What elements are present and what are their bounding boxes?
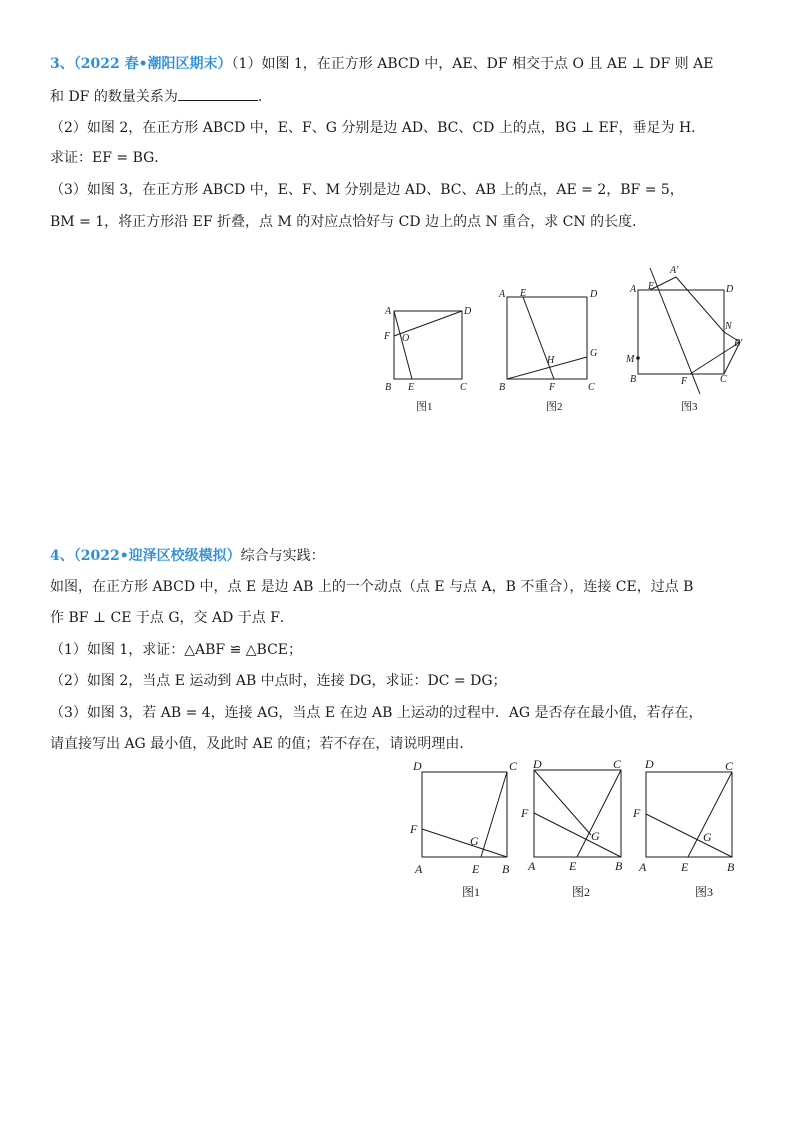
p4-fig2-label-d: D bbox=[533, 757, 542, 771]
p3-fig2-label-a: A bbox=[499, 289, 506, 300]
p3-fig2-label-h: H bbox=[547, 355, 555, 366]
p3-fig3-label-d: D bbox=[726, 284, 734, 295]
p3-fig3-label-n: N bbox=[725, 321, 732, 332]
p4-fig3-line-bf bbox=[646, 814, 732, 857]
p4-fig2-caption: 图2 bbox=[572, 885, 591, 899]
p3-fig1-label-e: E bbox=[408, 382, 415, 393]
p3-fig1-square bbox=[394, 311, 462, 379]
p3-fig3-label-c: C bbox=[720, 374, 727, 385]
p4-title-tail: 综合与实践： bbox=[240, 548, 325, 564]
p3-fig1-label-c: C bbox=[460, 382, 467, 393]
p4-fig1-label-b: B bbox=[502, 862, 510, 876]
p3-fig1-caption: 图1 bbox=[416, 401, 433, 413]
p4-line-1: 如图，在正方形 ABCD 中，点 E 是边 AB 上的一个动点（点 E 与点 A，B 不重合），连接 CE，过点 B bbox=[50, 579, 694, 595]
p3-text-2a: 和 DF 的数量关系为 bbox=[50, 89, 178, 105]
p4-fig1-label-f: F bbox=[410, 822, 418, 836]
p3-fig2-label-f: F bbox=[549, 382, 556, 393]
p3-fig2-line-ef bbox=[523, 297, 554, 379]
p3-fig3-fold-line bbox=[650, 268, 700, 394]
p3-fig3-label-b: B bbox=[630, 374, 637, 385]
p4-fig1-line-bf bbox=[422, 829, 507, 857]
p3-text-2b: ． bbox=[257, 89, 272, 105]
p4-fig3-label-b: B bbox=[727, 860, 735, 874]
p3-fig1-label-b: B bbox=[385, 382, 392, 393]
p4-fig2-label-g: G bbox=[591, 829, 600, 843]
p3-fig3-label-m: M bbox=[626, 354, 635, 365]
p4-fig1-label-g: G bbox=[470, 834, 479, 848]
p3-fig1-label-d: D bbox=[464, 306, 472, 317]
p3-fig2-label-g: G bbox=[590, 348, 598, 359]
p3-fig1-line-ae bbox=[394, 311, 412, 379]
p3-fig3-label-b1: B' bbox=[734, 338, 743, 349]
p3-fig3-label-a1: A' bbox=[670, 265, 679, 276]
p4-fig3-label-c: C bbox=[725, 759, 734, 773]
p4-line-0 bbox=[50, 546, 325, 566]
p4-line-3: （1）如图 1，求证：△ABF ≌ △BCE； bbox=[50, 642, 303, 658]
p3-fig1-label-o: O bbox=[402, 333, 410, 344]
p4-fig1-label-e: E bbox=[472, 862, 480, 876]
p3-fig3-square bbox=[638, 290, 724, 374]
p4-fig3-label-e: E bbox=[681, 860, 689, 874]
p4-line-5: （3）如图 3，若 AB = 4，连接 AG，当点 E 在边 AB 上运动的过程中．AG 是否存在最小值，若存在， bbox=[50, 705, 703, 721]
p3-line-6: BM = 1，将正方形沿 EF 折叠，点 M 的对应点恰好与 CD 边上的点 N 重合，求 CN 的长度． bbox=[50, 214, 647, 230]
p3-text-1: （1）如图 1，在正方形 ABCD 中，AE、DF 相交于点 O 且 AE ⊥ DF 则 AE bbox=[231, 56, 714, 72]
p3-fig2-label-b: B bbox=[499, 382, 506, 393]
p3-fig3-point-m bbox=[636, 356, 640, 360]
p4-fig2-label-a: A bbox=[528, 859, 536, 873]
p3-fig2-caption: 图2 bbox=[546, 401, 563, 413]
p4-fig2-label-c: C bbox=[613, 757, 622, 771]
p3-fig1-label-f: F bbox=[384, 331, 391, 342]
p4-fig1-caption: 图1 bbox=[462, 885, 481, 899]
p3-line-1 bbox=[50, 54, 713, 74]
p4-fig3-square bbox=[646, 772, 732, 857]
p3-fig3-label-e: E bbox=[648, 281, 655, 292]
p4-fig2-label-e: E bbox=[569, 859, 577, 873]
p3-fig3-label-a: A bbox=[630, 284, 637, 295]
p3-line-5: （3）如图 3，在正方形 ABCD 中，E、F、M 分别是边 AD、BC、AB 上的点，AE = 2，BF = 5， bbox=[50, 182, 684, 198]
p4-fig1-label-a: A bbox=[415, 862, 423, 876]
p4-fig3-label-g: G bbox=[703, 830, 712, 844]
p3-fig2-label-c: C bbox=[588, 382, 595, 393]
p4-fig3-label-a: A bbox=[639, 860, 647, 874]
p4-number: 4、 bbox=[50, 548, 74, 564]
p3-fig2-label-e: E bbox=[520, 288, 527, 299]
p3-fig2-square bbox=[507, 297, 587, 379]
p3-figures bbox=[370, 260, 750, 420]
p4-source: （2022•迎泽区校级模拟） bbox=[73, 548, 241, 564]
p4-figures bbox=[405, 755, 755, 905]
p4-line-6: 请直接写出 AG 最小值，及此时 AE 的值；若不存在，请说明理由． bbox=[50, 736, 474, 752]
p4-fig3-line-ce bbox=[688, 772, 732, 857]
p3-fig3-caption: 图3 bbox=[681, 401, 698, 413]
p3-source: （2022 春•潮阳区期末） bbox=[73, 56, 232, 72]
p4-fig2-label-b: B bbox=[615, 859, 623, 873]
p4-fig2-label-f: F bbox=[521, 806, 529, 820]
answer-blank bbox=[178, 86, 258, 101]
p3-number: 3、 bbox=[50, 56, 74, 72]
p3-fig3-label-f: F bbox=[681, 376, 688, 387]
p3-line-2 bbox=[50, 86, 272, 107]
p3-line-3: （2）如图 2，在正方形 ABCD 中，E、F、G 分别是边 AD、BC、CD 上的点，BG ⊥ EF，垂足为 H． bbox=[50, 120, 706, 136]
p4-fig2-square bbox=[534, 770, 621, 857]
p4-line-4: （2）如图 2，当点 E 运动到 AB 中点时，连接 DG，求证：DC = DG； bbox=[50, 673, 507, 689]
p3-fig1-label-a: A bbox=[385, 306, 392, 317]
p4-fig1-line-ce bbox=[481, 772, 507, 857]
p3-fig2-label-d: D bbox=[590, 289, 598, 300]
p4-fig3-label-d: D bbox=[645, 757, 654, 771]
p4-fig1-label-d: D bbox=[413, 759, 422, 773]
p4-fig3-label-f: F bbox=[633, 806, 641, 820]
p4-fig3-caption: 图3 bbox=[695, 885, 714, 899]
p4-fig1-label-c: C bbox=[509, 759, 518, 773]
p4-line-2: 作 BF ⊥ CE 于点 G，交 AD 于点 F． bbox=[50, 610, 294, 626]
p3-line-4: 求证：EF = BG． bbox=[50, 150, 169, 166]
p4-fig2-line-dg bbox=[534, 770, 591, 835]
p4-fig2-line-ce bbox=[577, 770, 621, 857]
